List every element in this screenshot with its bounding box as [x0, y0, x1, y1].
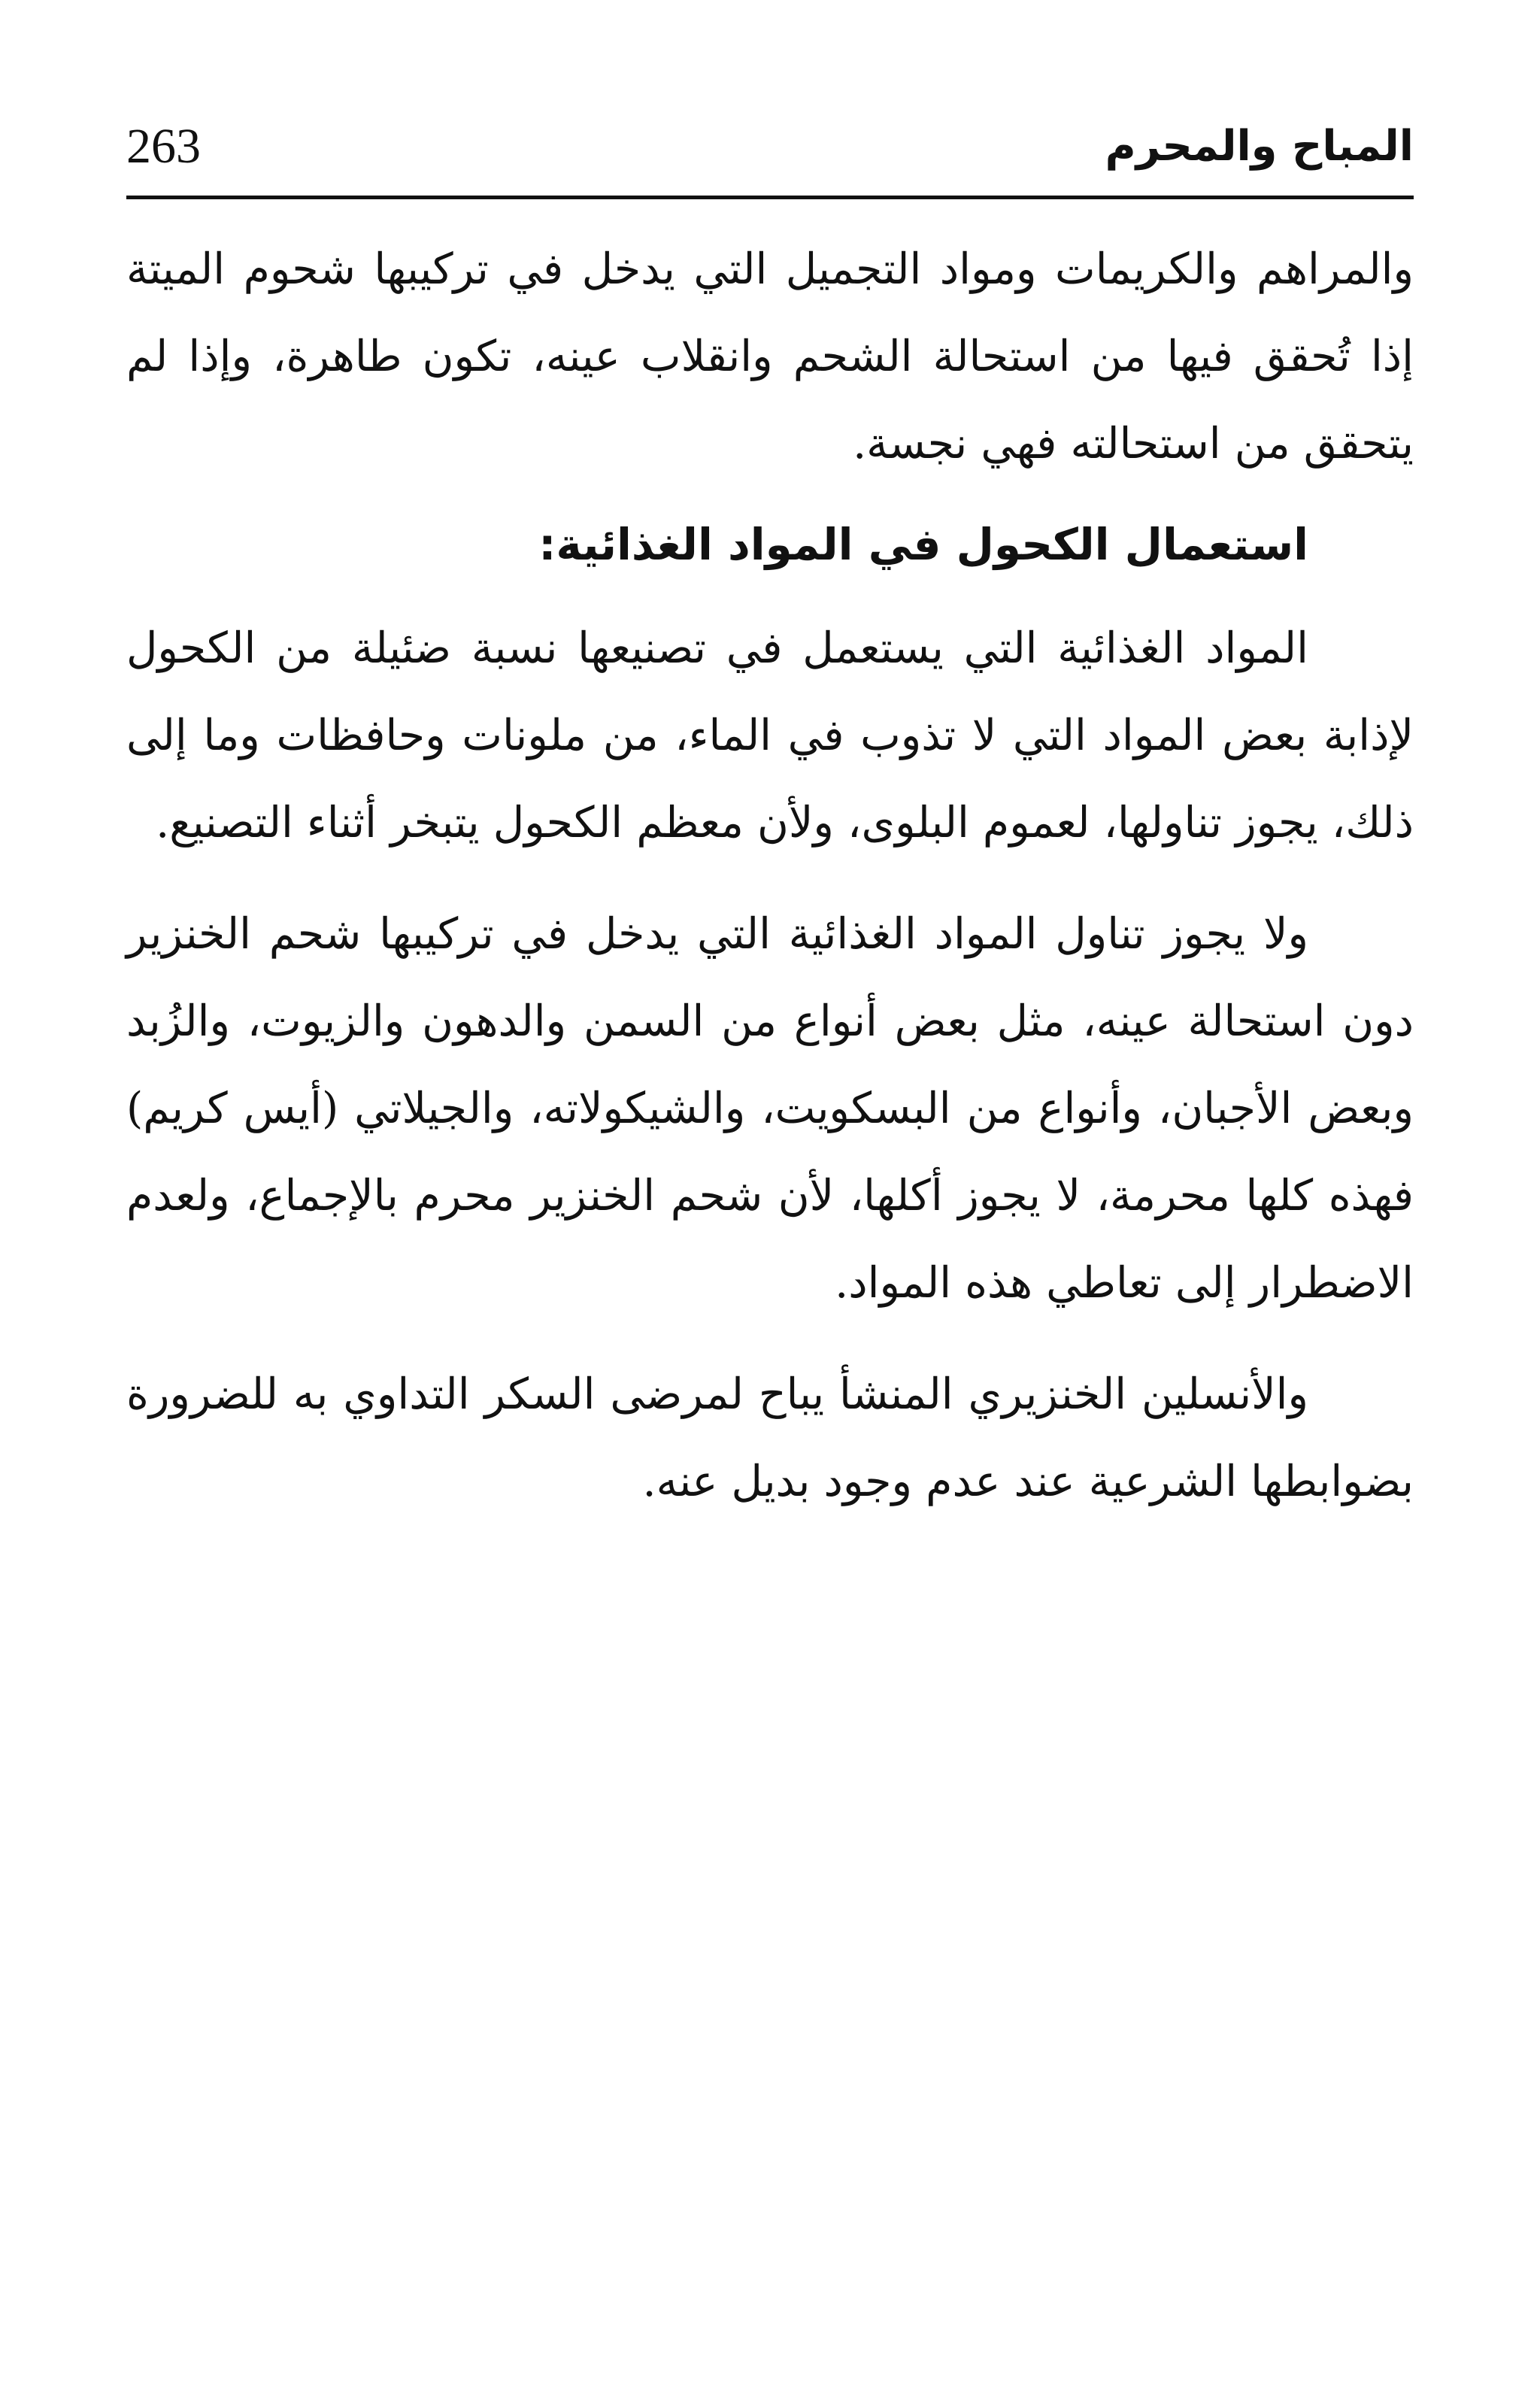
body-text — [126, 226, 1414, 1525]
running-title: المباح والمحرم — [1105, 122, 1414, 171]
header-divider — [126, 196, 1414, 199]
paragraph-pork-fat: ولا يجوز تناول المواد الغذائية التي يدخل في تركيبها شحم الخنزير دون استحالة عينه، مثل بعض أنواع من السمن والدهون والزيوت، والزُبد وبعض الأجبان، وأنواع من البسكويت، والشيكولاته، والجيلاتي (أيس كريم) فهذه كلها محرمة، لا يجوز أكلها، لأن شحم الخنزير محرم بالإجماع، ولعدم الاضطرار إلى تعاطي هذه المواد. — [126, 909, 1414, 1308]
paragraph-alcohol-in-food: المواد الغذائية التي يستعمل في تصنيعها نسبة ضئيلة من الكحول لإذابة بعض المواد التي لا تذوب في الماء، من ملونات وحافظات وما إلى ذلك، يجوز تناولها، لعموم البلوى، ولأن معظم الكحول يتبخر أثناء التصنيع. — [126, 623, 1414, 848]
running-header — [126, 105, 1414, 188]
paragraph-insulin: والأنسلين الخنزيري المنشأ يباح لمرضى السكر التداوي به للضرورة بضوابطها الشرعية عند عدم وجود بديل عنه. — [126, 1369, 1414, 1506]
paragraph-continuation: والمراهم والكريمات ومواد التجميل التي يدخل في تركيبها شحوم الميتة إذا تُحقق فيها من استحالة الشحم وانقلاب عينه، تكون طاهرة، وإذا لم يتحقق من استحالته فهي نجسة. — [126, 244, 1414, 469]
section-heading: استعمال الكحول في المواد الغذائية: — [538, 519, 1308, 570]
page-number: 263 — [126, 119, 201, 174]
